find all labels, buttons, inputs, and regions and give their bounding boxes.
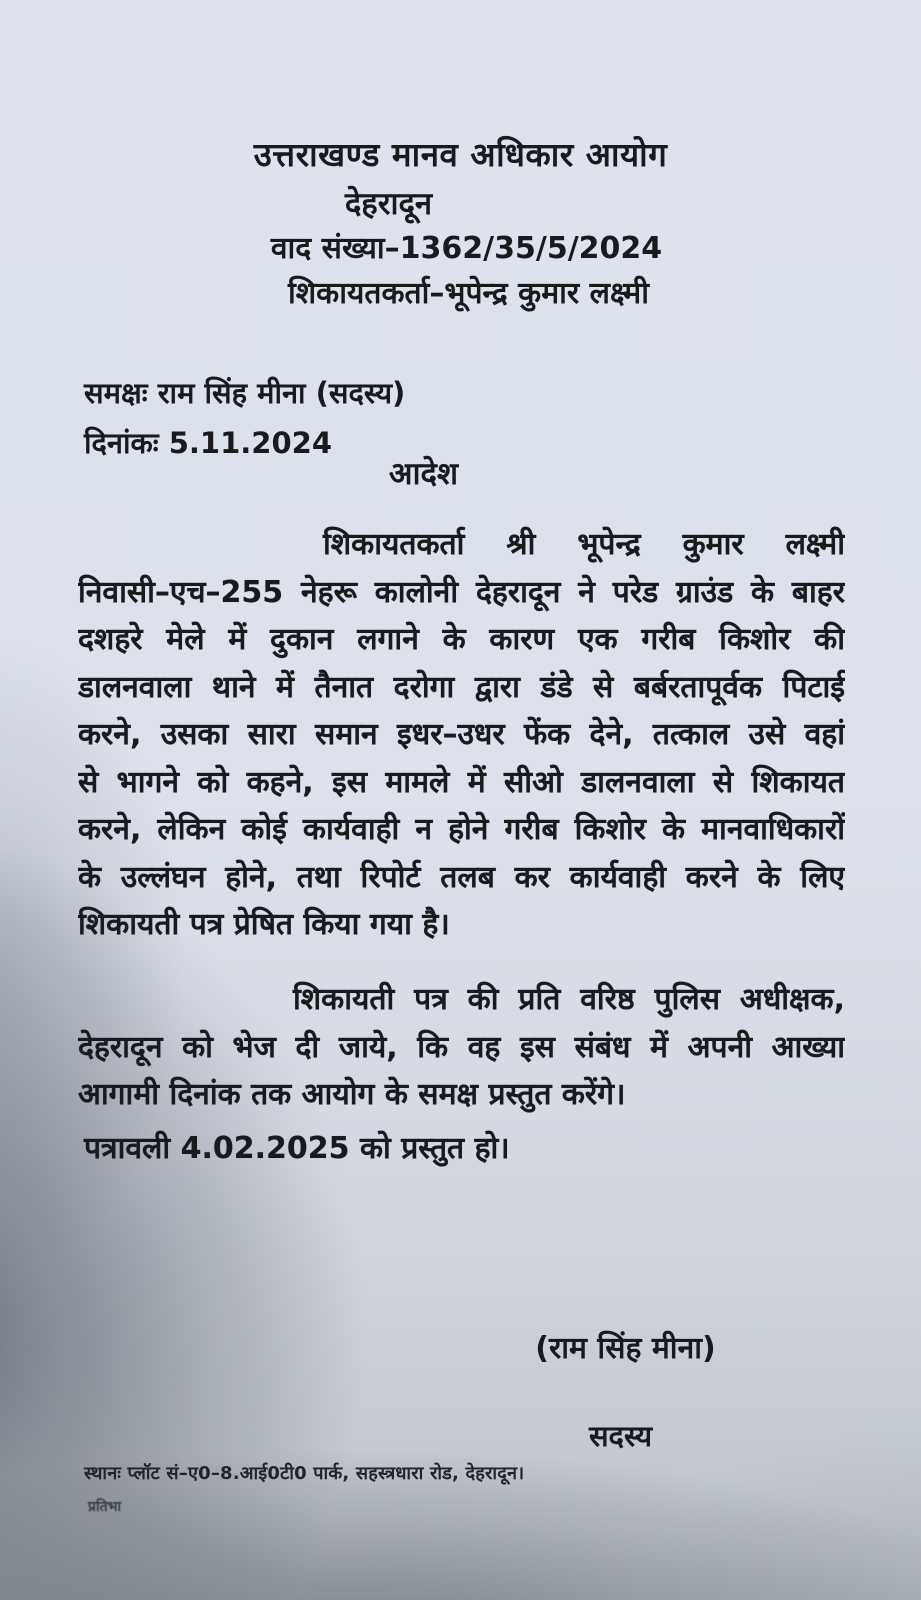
body-line: निवासी–एच–255 नेहरू कालोनी देहरादून ने परेड ग्राउंड के बाहर: [78, 574, 845, 610]
body-line: आगामी दिनांक तक आयोग के समक्ष प्रस्तुत करेंगे।: [78, 1077, 626, 1112]
header-place: देहरादून: [344, 186, 433, 222]
order-paragraph-1: [78, 521, 845, 949]
signatory-designation: सदस्य: [588, 1419, 653, 1453]
body-line: के उल्लंघन होने, तथा रिपोर्ट तलब कर कार्यवाही करने के लिए: [78, 859, 845, 895]
body-line: डालनवाला थाने में तैनात दरोगा द्वारा डंडे से बर्बरतापूर्वक पिटाई: [78, 669, 845, 705]
filing-direction-line: पत्रावली 4.02.2025 को प्रस्तुत हो।: [84, 1131, 510, 1166]
body-line: करने, उसका सारा समान इधर–उधर फेंक देने, तत्काल उसे वहां: [78, 717, 845, 752]
header-organization: उत्तराखण्ड मानव अधिकार आयोग: [253, 135, 668, 174]
body-line: देहरादून को भेज दी जाये, कि वह इस संबंध में अपनी आख्या: [78, 1029, 845, 1065]
body-line: शिकायती पत्र प्रेषित किया गया है।: [78, 907, 450, 942]
order-heading: आदेश: [388, 456, 459, 492]
body-line: करने, लेकिन कोई कार्यवाही न होने गरीब किशोर के मानवाधिकारों: [78, 812, 845, 847]
body-line: शिकायती पत्र की प्रति वरिष्ठ पुलिस अधीक्षक,: [293, 982, 845, 1017]
header-case-number: वाद संख्या–1362/35/5/2024: [270, 231, 663, 266]
body-line: से भागने को कहने, इस मामले में सीओ डालनवाला से शिकायत: [78, 764, 845, 800]
body-line: दशहरे मेले में दुकान लगाने के कारण एक गरीब किशोर की: [78, 622, 845, 657]
before-member-line: समक्षः राम सिंह मीना (सदस्य): [84, 376, 406, 410]
footer-annotation: प्रतिभा: [88, 1499, 122, 1515]
header-complainant: शिकायतकर्ता–भूपेन्द्र कुमार लक्ष्मी: [287, 276, 650, 311]
order-paragraph-2: [78, 976, 845, 1119]
footer-address: स्थानः प्लॉट सं–ए0–8.आई0टी0 पार्क, सहस्त्रधारा रोड, देहरादून।: [84, 1463, 525, 1484]
date-line: दिनांकः 5.11.2024: [84, 426, 333, 460]
body-line: शिकायतकर्ता श्री भूपेन्द्र कुमार लक्ष्मी: [323, 527, 845, 562]
signatory-name: (राम सिंह मीना): [535, 1331, 716, 1366]
